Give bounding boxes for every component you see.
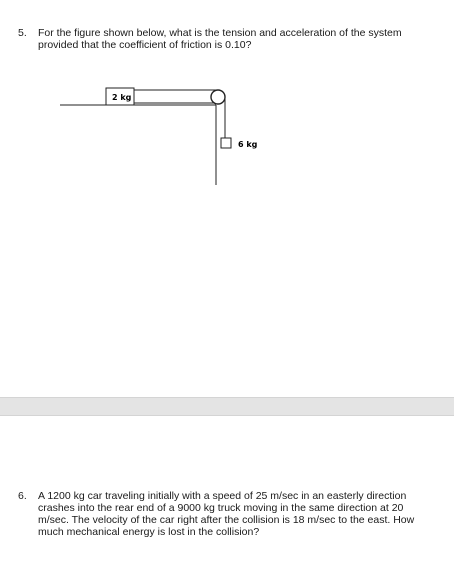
question-6	[18, 490, 418, 538]
page-divider	[0, 397, 454, 416]
block-6kg-label: 6 kg	[238, 140, 258, 149]
block-2kg-label: 2 kg	[112, 93, 132, 102]
question-5	[18, 27, 418, 51]
question-number: 5.	[18, 27, 27, 39]
question-text: A 1200 kg car traveling initially with a speed of 25 m/sec in an easterly direction crashes into the rear end of a 9000 kg truck moving in the same direction at 20 m/sec. The velocity of the car right after the collision is 18 m/sec to the east. How much mechanical energy is lost in the collision?	[38, 490, 415, 538]
block-6kg	[221, 138, 231, 148]
question-number: 6.	[18, 490, 27, 502]
question-text: For the figure shown below, what is the tension and acceleration of the system provided that the coefficient of friction is 0.10?	[38, 27, 402, 51]
pulley-figure	[0, 80, 454, 190]
pulley-wheel	[211, 90, 225, 104]
